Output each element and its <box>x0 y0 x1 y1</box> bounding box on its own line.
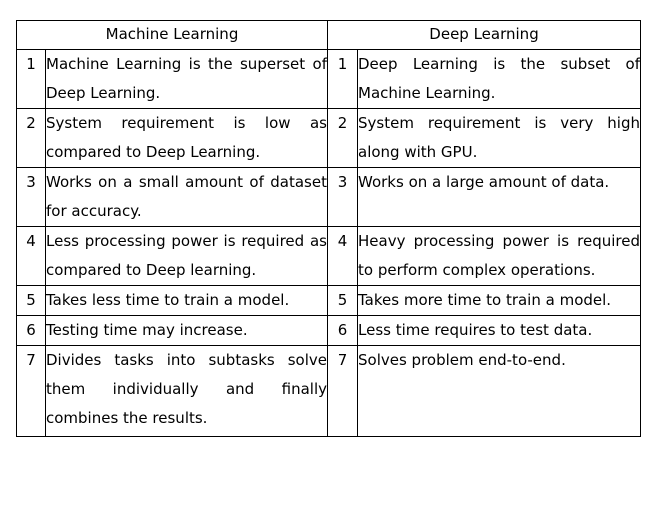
ml-row-text: Works on a small amount of dataset for accuracy. <box>46 168 328 227</box>
ml-row-text: Takes less time to train a model. <box>46 286 328 316</box>
dl-row-number: 6 <box>328 316 358 346</box>
table-row <box>17 50 641 109</box>
table-row <box>17 346 641 437</box>
header-deep-learning: Deep Learning <box>328 21 641 50</box>
dl-row-text: Deep Learning is the subset of Machine Learning. <box>358 50 641 109</box>
table-row <box>17 316 641 346</box>
dl-row-text: System requirement is very high along with GPU. <box>358 109 641 168</box>
ml-row-text: Divides tasks into subtasks solve them individually and finally combines the results. <box>46 346 328 437</box>
dl-row-number: 5 <box>328 286 358 316</box>
table-row <box>17 227 641 286</box>
dl-row-text: Heavy processing power is required to perform complex operations. <box>358 227 641 286</box>
ml-row-number: 3 <box>17 168 46 227</box>
dl-row-text: Less time requires to test data. <box>358 316 641 346</box>
dl-row-number: 1 <box>328 50 358 109</box>
comparison-table <box>16 20 641 437</box>
dl-row-number: 4 <box>328 227 358 286</box>
ml-row-number: 4 <box>17 227 46 286</box>
ml-row-number: 6 <box>17 316 46 346</box>
ml-row-number: 7 <box>17 346 46 437</box>
ml-row-text: Testing time may increase. <box>46 316 328 346</box>
dl-row-number: 7 <box>328 346 358 437</box>
ml-row-text: Machine Learning is the superset of Deep Learning. <box>46 50 328 109</box>
ml-row-number: 5 <box>17 286 46 316</box>
header-row <box>17 21 641 50</box>
ml-row-text: Less processing power is required as compared to Deep learning. <box>46 227 328 286</box>
dl-row-text: Takes more time to train a model. <box>358 286 641 316</box>
dl-row-text: Works on a large amount of data. <box>358 168 641 227</box>
dl-row-text: Solves problem end-to-end. <box>358 346 641 437</box>
table-row <box>17 109 641 168</box>
dl-row-number: 3 <box>328 168 358 227</box>
ml-row-number: 1 <box>17 50 46 109</box>
ml-row-number: 2 <box>17 109 46 168</box>
table-row <box>17 168 641 227</box>
table-row <box>17 286 641 316</box>
header-machine-learning: Machine Learning <box>17 21 328 50</box>
ml-row-text: System requirement is low as compared to Deep Learning. <box>46 109 328 168</box>
dl-row-number: 2 <box>328 109 358 168</box>
